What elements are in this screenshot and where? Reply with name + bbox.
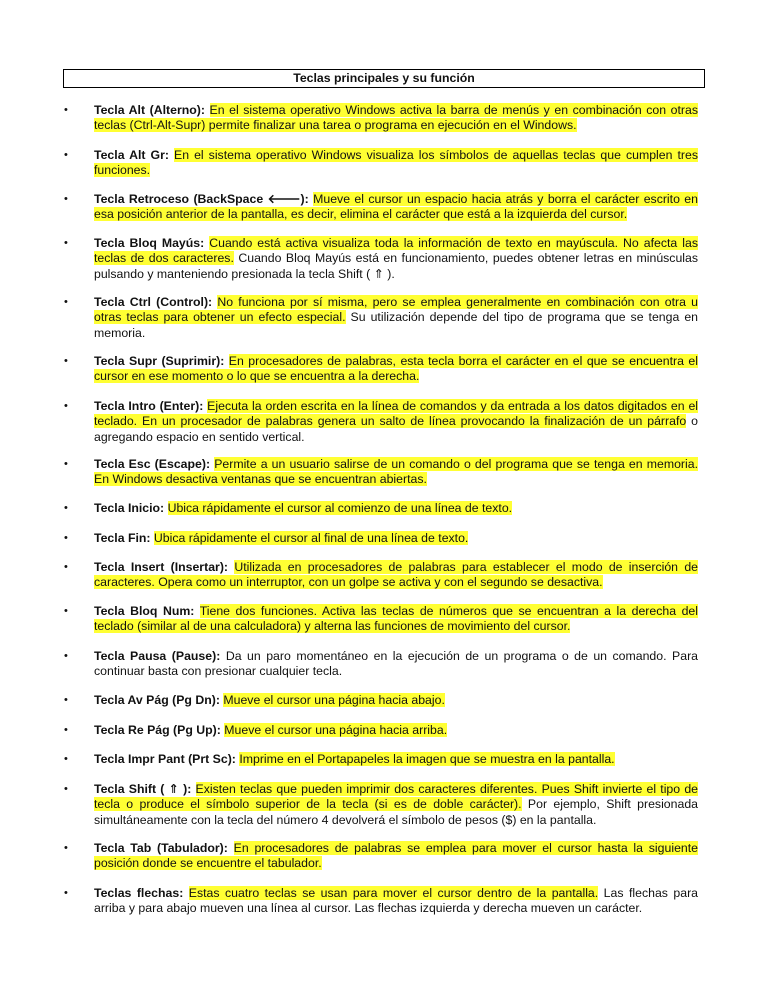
highlighted-description: Cuando está activa visualiza toda la información de texto en mayúscula. No afecta las teclas de dos caracteres. <box>94 236 698 266</box>
list-item <box>64 192 698 223</box>
bullet-icon: • <box>64 842 68 854</box>
highlighted-description: No funciona por sí misma, pero se emplea generalmente en combinación con otra u otras teclas para obtener un efecto especial. <box>94 295 698 325</box>
key-label: Tecla Bloq Num: <box>94 604 195 618</box>
key-label: Tecla Alt Gr: <box>94 148 169 162</box>
list-item <box>64 886 698 917</box>
description: Da un paro momentáneo en la ejecución de un programa o de un comando. Para continuar basta con presionar cualquier tecla. <box>94 649 698 679</box>
highlighted-description: Imprime en el Portapapeles la imagen que se muestra en la pantalla. <box>239 752 615 766</box>
highlighted-description: Mueve el cursor una página hacia abajo. <box>223 693 445 707</box>
bullet-icon: • <box>64 650 68 662</box>
key-label: Tecla Bloq Mayús: <box>94 236 205 250</box>
list-item <box>64 723 698 738</box>
bullet-icon: • <box>64 355 68 367</box>
bullet-icon: • <box>64 605 68 617</box>
key-label: Tecla Re Pág (Pg Up): <box>94 723 221 737</box>
bullet-icon: • <box>64 296 68 308</box>
list-item <box>64 841 698 872</box>
key-label: Teclas flechas: <box>94 886 184 900</box>
list-item <box>64 693 698 708</box>
highlighted-description: Ubica rápidamente el cursor al comienzo de una línea de texto. <box>167 501 513 515</box>
highlighted-description: Estas cuatro teclas se usan para mover el cursor dentro de la pantalla. <box>188 886 599 900</box>
description: Por ejemplo, Shift presionada simultáneamente con la tecla del número 4 devolverá el símbolo de pesos ($) en la pantalla. <box>94 797 699 827</box>
description: Las flechas para arriba y para abajo mueven una línea al cursor. Las flechas izquierda y derecha mueven un carácter. <box>94 886 699 916</box>
description: o agregando espacio en sentido vertical. <box>94 414 698 444</box>
list-item <box>64 604 698 635</box>
key-label: Tecla Supr (Suprimir): <box>94 354 225 368</box>
key-label: Tecla Tab (Tabulador): <box>94 841 228 855</box>
highlighted-description: En el sistema operativo Windows visualiza los símbolos de aquellas teclas que cumplen tres funciones. <box>94 148 698 178</box>
key-label: Tecla Ctrl (Control): <box>94 295 213 309</box>
key-label: Tecla Retroceso (BackSpace 🡐): <box>94 192 309 206</box>
bullet-icon: • <box>64 400 68 412</box>
bullet-icon: • <box>64 887 68 899</box>
highlighted-description: Ubica rápidamente el cursor al final de una línea de texto. <box>153 531 469 545</box>
bullet-icon: • <box>64 561 68 573</box>
list-item <box>64 148 698 179</box>
highlighted-description: Mueve el cursor un espacio hacia atrás y borra el carácter escrito en esa posición anterior de la pantalla, es decir, elimina el carácter que está a la izquierda del cursor. <box>94 192 698 222</box>
key-label: Tecla Shift ( ⇑ ): <box>94 782 192 796</box>
list-item <box>64 399 698 445</box>
bullet-icon: • <box>64 193 68 205</box>
key-label: Tecla Pausa (Pause): <box>94 649 221 663</box>
list-item <box>64 752 698 767</box>
list-item <box>64 560 698 591</box>
bullet-icon: • <box>64 753 68 765</box>
key-label: Tecla Fin: <box>94 531 151 545</box>
highlighted-description: En procesadores de palabras, esta tecla borra el carácter en el que se encuentra el cursor en ese momento o lo que se encuentra a la derecha. <box>94 354 698 384</box>
highlighted-description: Tiene dos funciones. Activa las teclas de números que se encuentran a la derecha del teclado (similar al de una calculadora) y alterna las funciones de movimiento del cursor. <box>94 604 698 634</box>
description: Su utilización depende del tipo de programa que se tenga en memoria. <box>94 310 699 340</box>
list-item <box>64 295 698 341</box>
bullet-icon: • <box>64 458 68 470</box>
highlighted-description: En el sistema operativo Windows activa la barra de menús y en combinación con otras teclas (Ctrl-Alt-Supr) permite finalizar una tarea o programa en ejecución en el Windows. <box>94 103 698 133</box>
highlighted-description: Existen teclas que pueden imprimir dos caracteres diferentes. Pues Shift invierte el tipo de tecla o produce el símbolo superior de la tecla (si es de doble carácter). <box>94 782 698 812</box>
list-item <box>64 457 698 488</box>
key-label: Tecla Impr Pant (Prt Sc): <box>94 752 236 766</box>
highlighted-description: Mueve el cursor una página hacia arriba. <box>224 723 448 737</box>
list-item <box>64 531 698 546</box>
page-title: Teclas principales y su función <box>63 69 705 88</box>
bullet-icon: • <box>64 783 68 795</box>
key-label: Tecla Inicio: <box>94 501 165 515</box>
list-item <box>64 649 698 680</box>
list-item <box>64 782 698 828</box>
highlighted-description: Utilizada en procesadores de palabras para establecer el modo de inserción de caracteres. Opera como un interruptor, con un golpe se activa y con el segundo se desactiva. <box>94 560 698 590</box>
bullet-icon: • <box>64 502 68 514</box>
highlighted-description: En procesadores de palabras se emplea para mover el cursor hasta la siguiente posición donde se encuentre el tabulador. <box>94 841 699 871</box>
key-label: Tecla Intro (Enter): <box>94 399 204 413</box>
list-item <box>64 501 698 516</box>
highlighted-description: Ejecuta la orden escrita en la línea de comandos y da entrada a los datos digitados en el teclado. En un procesador de palabras genera un salto de línea provocando la finalización de un párrafo <box>94 399 699 429</box>
key-label: Tecla Esc (Escape): <box>94 457 211 471</box>
key-label: Tecla Insert (Insertar): <box>94 560 229 574</box>
bullet-icon: • <box>64 149 68 161</box>
bullet-icon: • <box>64 532 68 544</box>
key-label: Tecla Av Pág (Pg Dn): <box>94 693 220 707</box>
highlighted-description: Permite a un usuario salirse de un comando o del programa que se tenga en memoria. En Windows desactiva ventanas que se encuentran abiertas. <box>94 457 698 487</box>
bullet-icon: • <box>64 104 68 116</box>
bullet-icon: • <box>64 724 68 736</box>
list-item <box>64 354 698 385</box>
bullet-icon: • <box>64 694 68 706</box>
list-item <box>64 103 698 134</box>
list-item <box>64 236 698 282</box>
bullet-icon: • <box>64 237 68 249</box>
description: Cuando Bloq Mayús está en funcionamiento, puedes obtener letras en minúsculas pulsando y manteniendo presionada la tecla Shift ( ⇑ ). <box>94 251 699 281</box>
key-label: Tecla Alt (Alterno): <box>94 103 205 117</box>
